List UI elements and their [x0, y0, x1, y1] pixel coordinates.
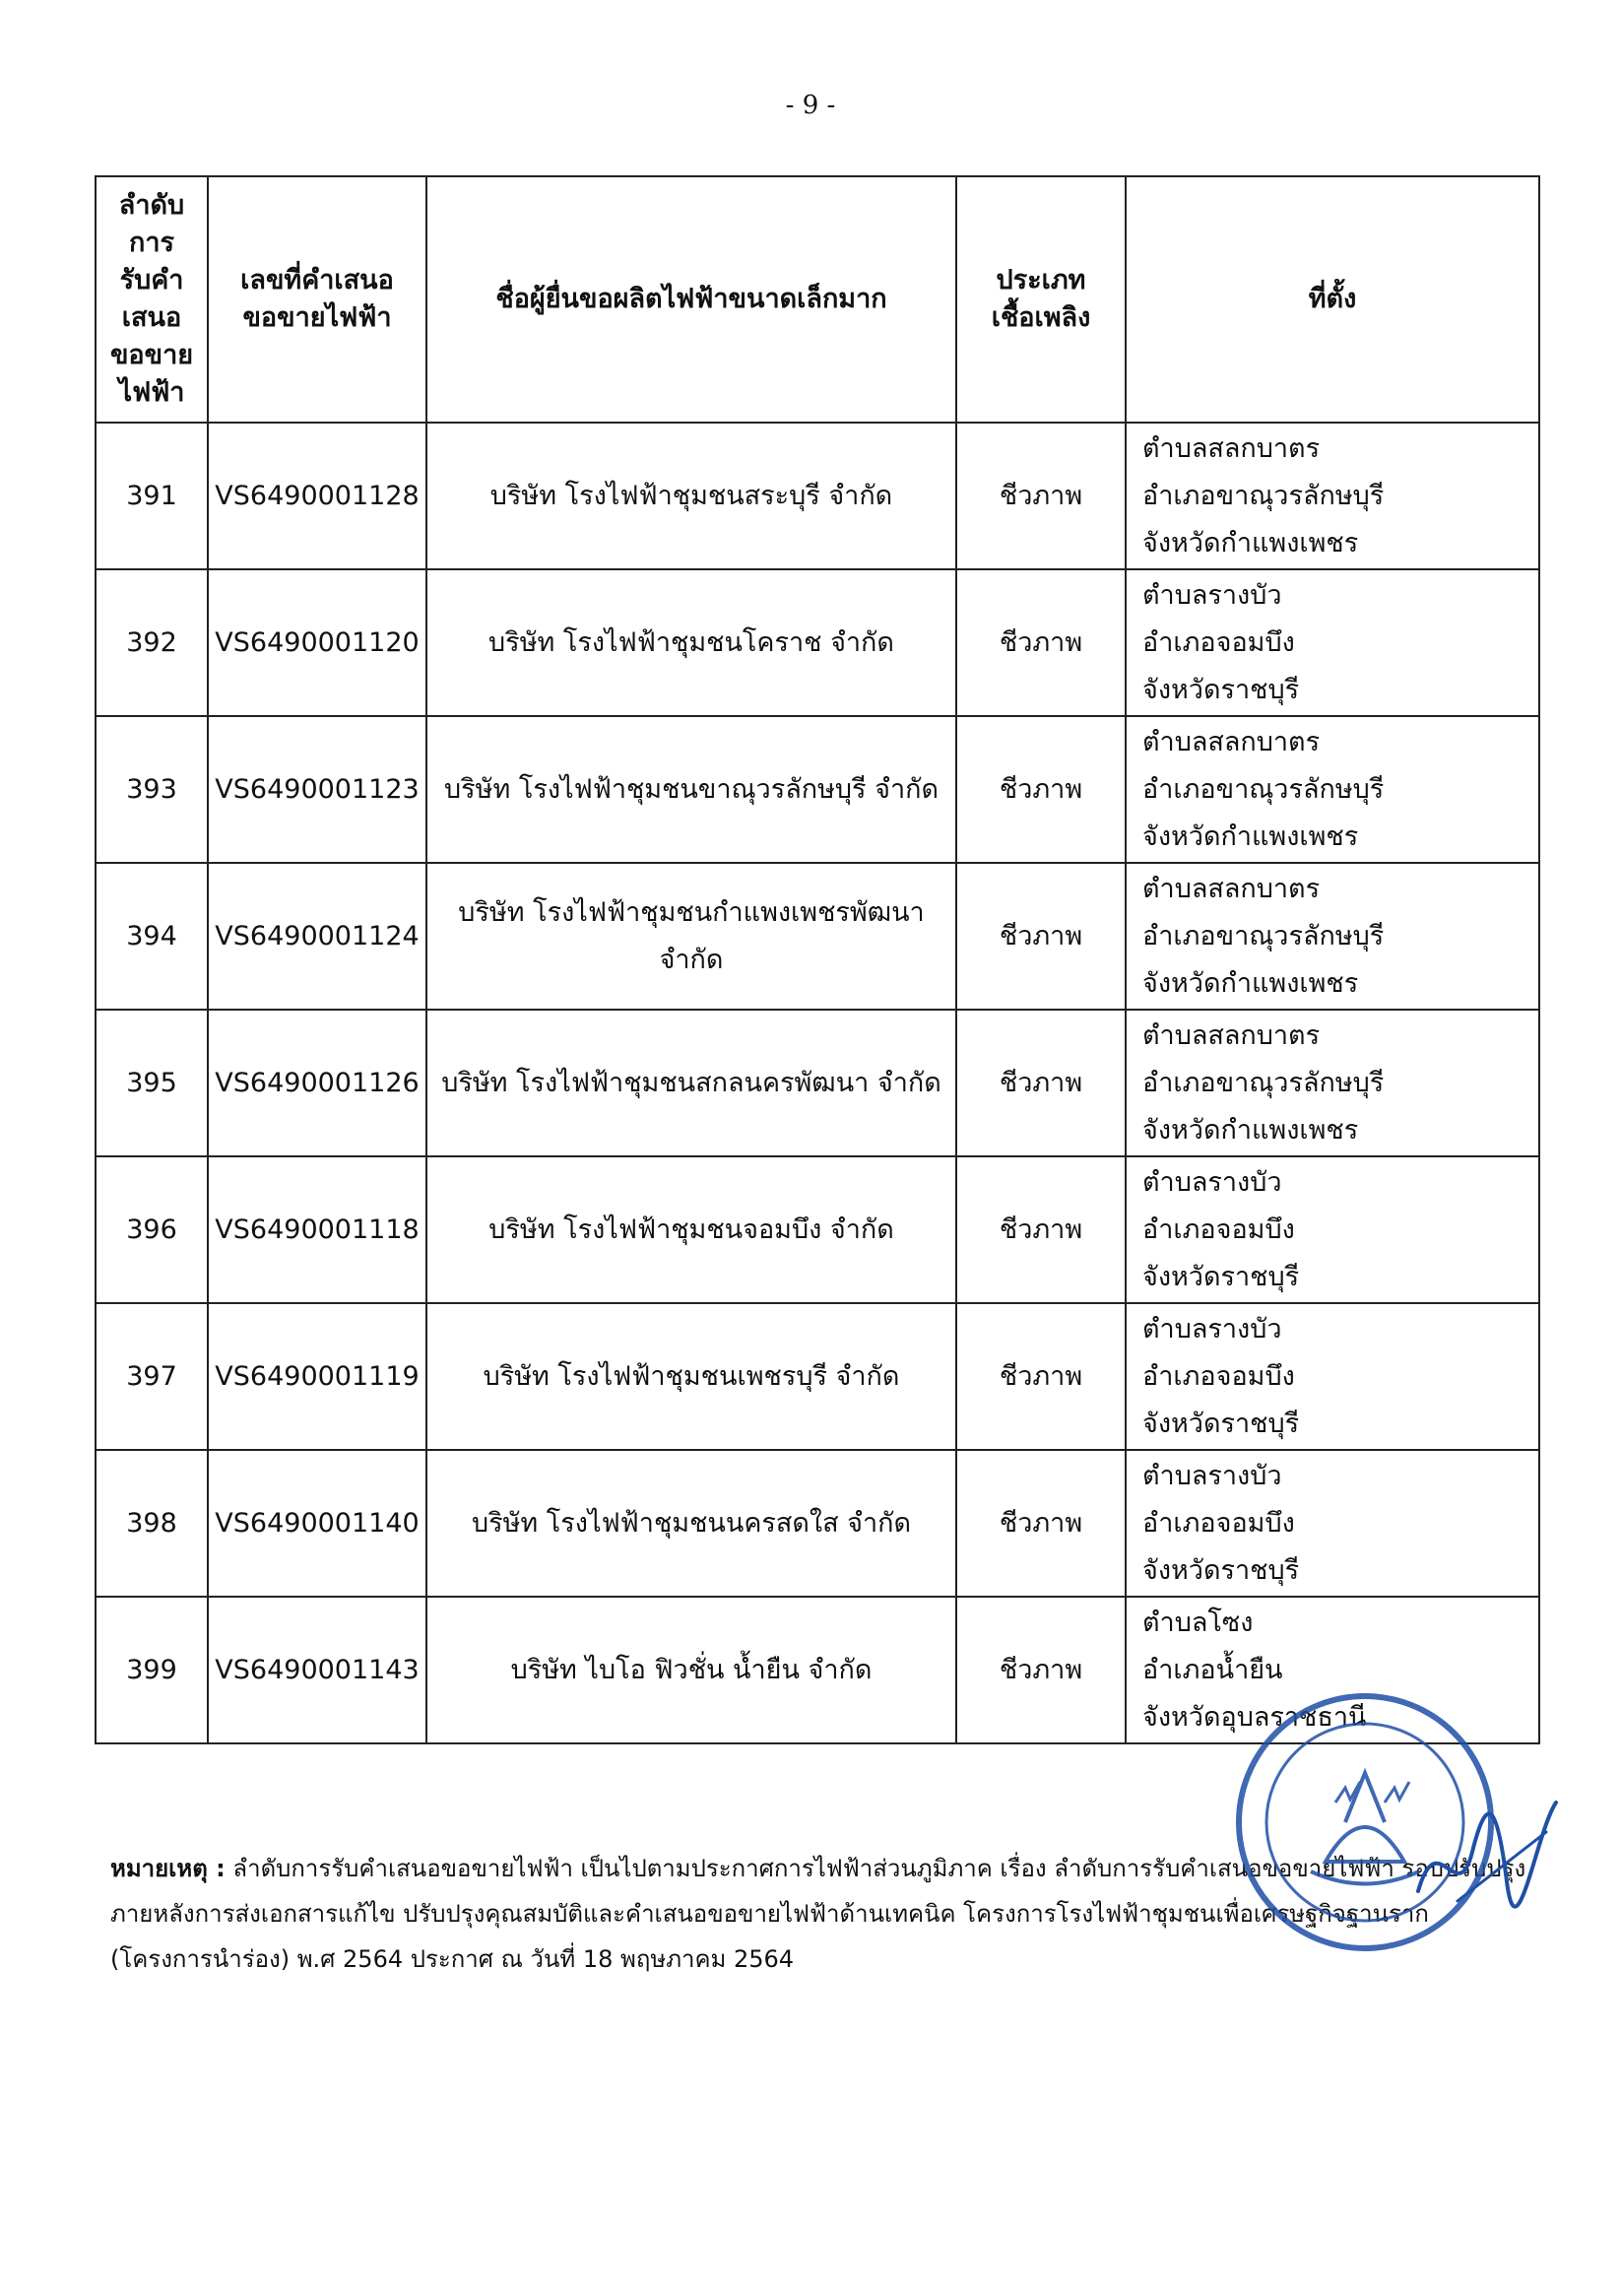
- proposal-table: [95, 175, 1540, 1744]
- location-line: ตำบลสลกบาตร: [1142, 873, 1321, 904]
- cell-proposal-no: VS6490001124: [208, 863, 426, 1010]
- cell-applicant: [426, 1450, 956, 1597]
- cell-applicant: [426, 423, 956, 569]
- cell-applicant: [426, 1303, 956, 1450]
- location-line: จังหวัดกำแพงเพชร: [1142, 527, 1359, 558]
- location-line: อำเภอน้ำยืน: [1142, 1654, 1283, 1685]
- location-line: จังหวัดกำแพงเพชร: [1142, 820, 1359, 852]
- cell-order: 392: [96, 569, 208, 716]
- cell-fuel: ชีวภาพ: [956, 716, 1126, 863]
- cell-applicant: [426, 1156, 956, 1303]
- location-line: จังหวัดอุบลราชธานี: [1142, 1701, 1367, 1733]
- location-line: จังหวัดกำแพงเพชร: [1142, 967, 1359, 999]
- cell-proposal-no: VS6490001118: [208, 1156, 426, 1303]
- table-row: [96, 423, 1539, 569]
- location-line: ตำบลรางบัว: [1142, 1313, 1282, 1345]
- cell-order: 396: [96, 1156, 208, 1303]
- cell-order: 399: [96, 1597, 208, 1743]
- cell-location: [1126, 1450, 1539, 1597]
- applicant-line: บริษัท โรงไฟฟ้าชุมชนจอมบึง จำกัด: [488, 1214, 894, 1245]
- location-line: อำเภอจอมบึง: [1142, 1507, 1295, 1539]
- header-location: ที่ตั้ง: [1126, 176, 1539, 423]
- location-line: อำเภอขาณุวรลักษบุรี: [1142, 773, 1385, 805]
- header-fuel: ประเภท เชื้อเพลิง: [956, 176, 1126, 423]
- location-line: จังหวัดราชบุรี: [1142, 674, 1300, 705]
- cell-proposal-no: VS6490001123: [208, 716, 426, 863]
- applicant-line: จำกัด: [659, 944, 724, 975]
- footnote-text: ลำดับการรับคำเสนอขอขายไฟฟ้า เป็นไปตามประกาศการไฟฟ้าส่วนภูมิภาค เรื่อง ลำดับการรับคำเสนอขอขายไฟฟ้า รอบปรับปรุงภายหลังการส่งเอกสารแก้ไข ปรับปรุงคุณสมบัติและคำเสนอขอขายไฟฟ้าด้านเทคนิค โครงการโรงไฟฟ้าชุมชนเพื่อเศรษฐกิจฐานราก (โครงการนำร่อง) พ.ศ 2564 ประกาศ ณ วันที่ 18 พฤษภาคม 2564: [110, 1855, 1526, 1973]
- cell-location: [1126, 423, 1539, 569]
- location-line: อำเภอขาณุวรลักษบุรี: [1142, 920, 1385, 951]
- location-line: ตำบลสลกบาตร: [1142, 1019, 1321, 1051]
- cell-applicant: [426, 569, 956, 716]
- location-line: อำเภอจอมบึง: [1142, 1214, 1295, 1245]
- location-line: จังหวัดราชบุรี: [1142, 1261, 1300, 1292]
- cell-order: 393: [96, 716, 208, 863]
- table-row: [96, 1010, 1539, 1156]
- location-line: ตำบลรางบัว: [1142, 579, 1282, 611]
- cell-fuel: ชีวภาพ: [956, 1450, 1126, 1597]
- location-line: อำเภอขาณุวรลักษบุรี: [1142, 1067, 1385, 1098]
- applicant-line: บริษัท โรงไฟฟ้าชุมชนสระบุรี จำกัด: [489, 480, 893, 511]
- cell-fuel: ชีวภาพ: [956, 1156, 1126, 1303]
- cell-order: 395: [96, 1010, 208, 1156]
- cell-fuel: ชีวภาพ: [956, 1303, 1126, 1450]
- applicant-line: บริษัท ไบโอ ฟิวชั่น น้ำยืน จำกัด: [510, 1654, 873, 1685]
- applicant-line: บริษัท โรงไฟฟ้าชุมชนขาณุวรลักษบุรี จำกัด: [444, 773, 939, 805]
- cell-location: [1126, 1156, 1539, 1303]
- cell-proposal-no: VS6490001126: [208, 1010, 426, 1156]
- location-line: ตำบลสลกบาตร: [1142, 432, 1321, 464]
- location-line: จังหวัดราชบุรี: [1142, 1554, 1300, 1586]
- table-body: [96, 423, 1539, 1743]
- table-row: [96, 1597, 1539, 1743]
- cell-order: 391: [96, 423, 208, 569]
- cell-location: [1126, 863, 1539, 1010]
- applicant-line: บริษัท โรงไฟฟ้าชุมชนกำแพงเพชรพัฒนา: [458, 896, 925, 928]
- cell-proposal-no: VS6490001143: [208, 1597, 426, 1743]
- footnote: [110, 1846, 1528, 1982]
- table-row: [96, 716, 1539, 863]
- cell-applicant: [426, 1597, 956, 1743]
- location-line: ตำบลรางบัว: [1142, 1460, 1282, 1491]
- header-proposal-no: เลขที่คำเสนอ ขอขายไฟฟ้า: [208, 176, 426, 423]
- cell-fuel: ชีวภาพ: [956, 1010, 1126, 1156]
- location-line: อำเภอขาณุวรลักษบุรี: [1142, 480, 1385, 511]
- applicant-line: บริษัท โรงไฟฟ้าชุมชนสกลนครพัฒนา จำกัด: [441, 1067, 941, 1098]
- table-row: [96, 1303, 1539, 1450]
- cell-order: 398: [96, 1450, 208, 1597]
- header-order: ลำดับ การรับคำ เสนอ ขอขาย ไฟฟ้า: [96, 176, 208, 423]
- location-line: ตำบลสลกบาตร: [1142, 726, 1321, 757]
- header-applicant: ชื่อผู้ยื่นขอผลิตไฟฟ้าขนาดเล็กมาก: [426, 176, 956, 423]
- table-row: [96, 569, 1539, 716]
- page-number: - 9 -: [785, 91, 836, 120]
- cell-location: [1126, 716, 1539, 863]
- cell-proposal-no: VS6490001128: [208, 423, 426, 569]
- table-row: [96, 1156, 1539, 1303]
- cell-applicant: [426, 716, 956, 863]
- cell-fuel: ชีวภาพ: [956, 423, 1126, 569]
- cell-order: 397: [96, 1303, 208, 1450]
- footnote-label: หมายเหตุ :: [110, 1855, 226, 1882]
- location-line: ตำบลโซง: [1142, 1607, 1254, 1638]
- cell-fuel: ชีวภาพ: [956, 569, 1126, 716]
- cell-fuel: ชีวภาพ: [956, 863, 1126, 1010]
- applicant-line: บริษัท โรงไฟฟ้าชุมชนเพชรบุรี จำกัด: [483, 1360, 900, 1392]
- cell-proposal-no: VS6490001119: [208, 1303, 426, 1450]
- location-line: อำเภอจอมบึง: [1142, 1360, 1295, 1392]
- location-line: จังหวัดกำแพงเพชร: [1142, 1114, 1359, 1146]
- cell-location: [1126, 1010, 1539, 1156]
- cell-order: 394: [96, 863, 208, 1010]
- cell-proposal-no: VS6490001140: [208, 1450, 426, 1597]
- cell-location: [1126, 569, 1539, 716]
- table-row: [96, 1450, 1539, 1597]
- location-line: ตำบลรางบัว: [1142, 1166, 1282, 1198]
- applicant-line: บริษัท โรงไฟฟ้าชุมชนโคราช จำกัด: [488, 626, 894, 658]
- location-line: จังหวัดราชบุรี: [1142, 1408, 1300, 1439]
- cell-fuel: ชีวภาพ: [956, 1597, 1126, 1743]
- location-line: อำเภอจอมบึง: [1142, 626, 1295, 658]
- table-header-row: [96, 176, 1539, 423]
- cell-location: [1126, 1597, 1539, 1743]
- cell-applicant: [426, 863, 956, 1010]
- cell-proposal-no: VS6490001120: [208, 569, 426, 716]
- cell-location: [1126, 1303, 1539, 1450]
- table-row: [96, 863, 1539, 1010]
- applicant-line: บริษัท โรงไฟฟ้าชุมชนนครสดใส จำกัด: [471, 1507, 912, 1539]
- cell-applicant: [426, 1010, 956, 1156]
